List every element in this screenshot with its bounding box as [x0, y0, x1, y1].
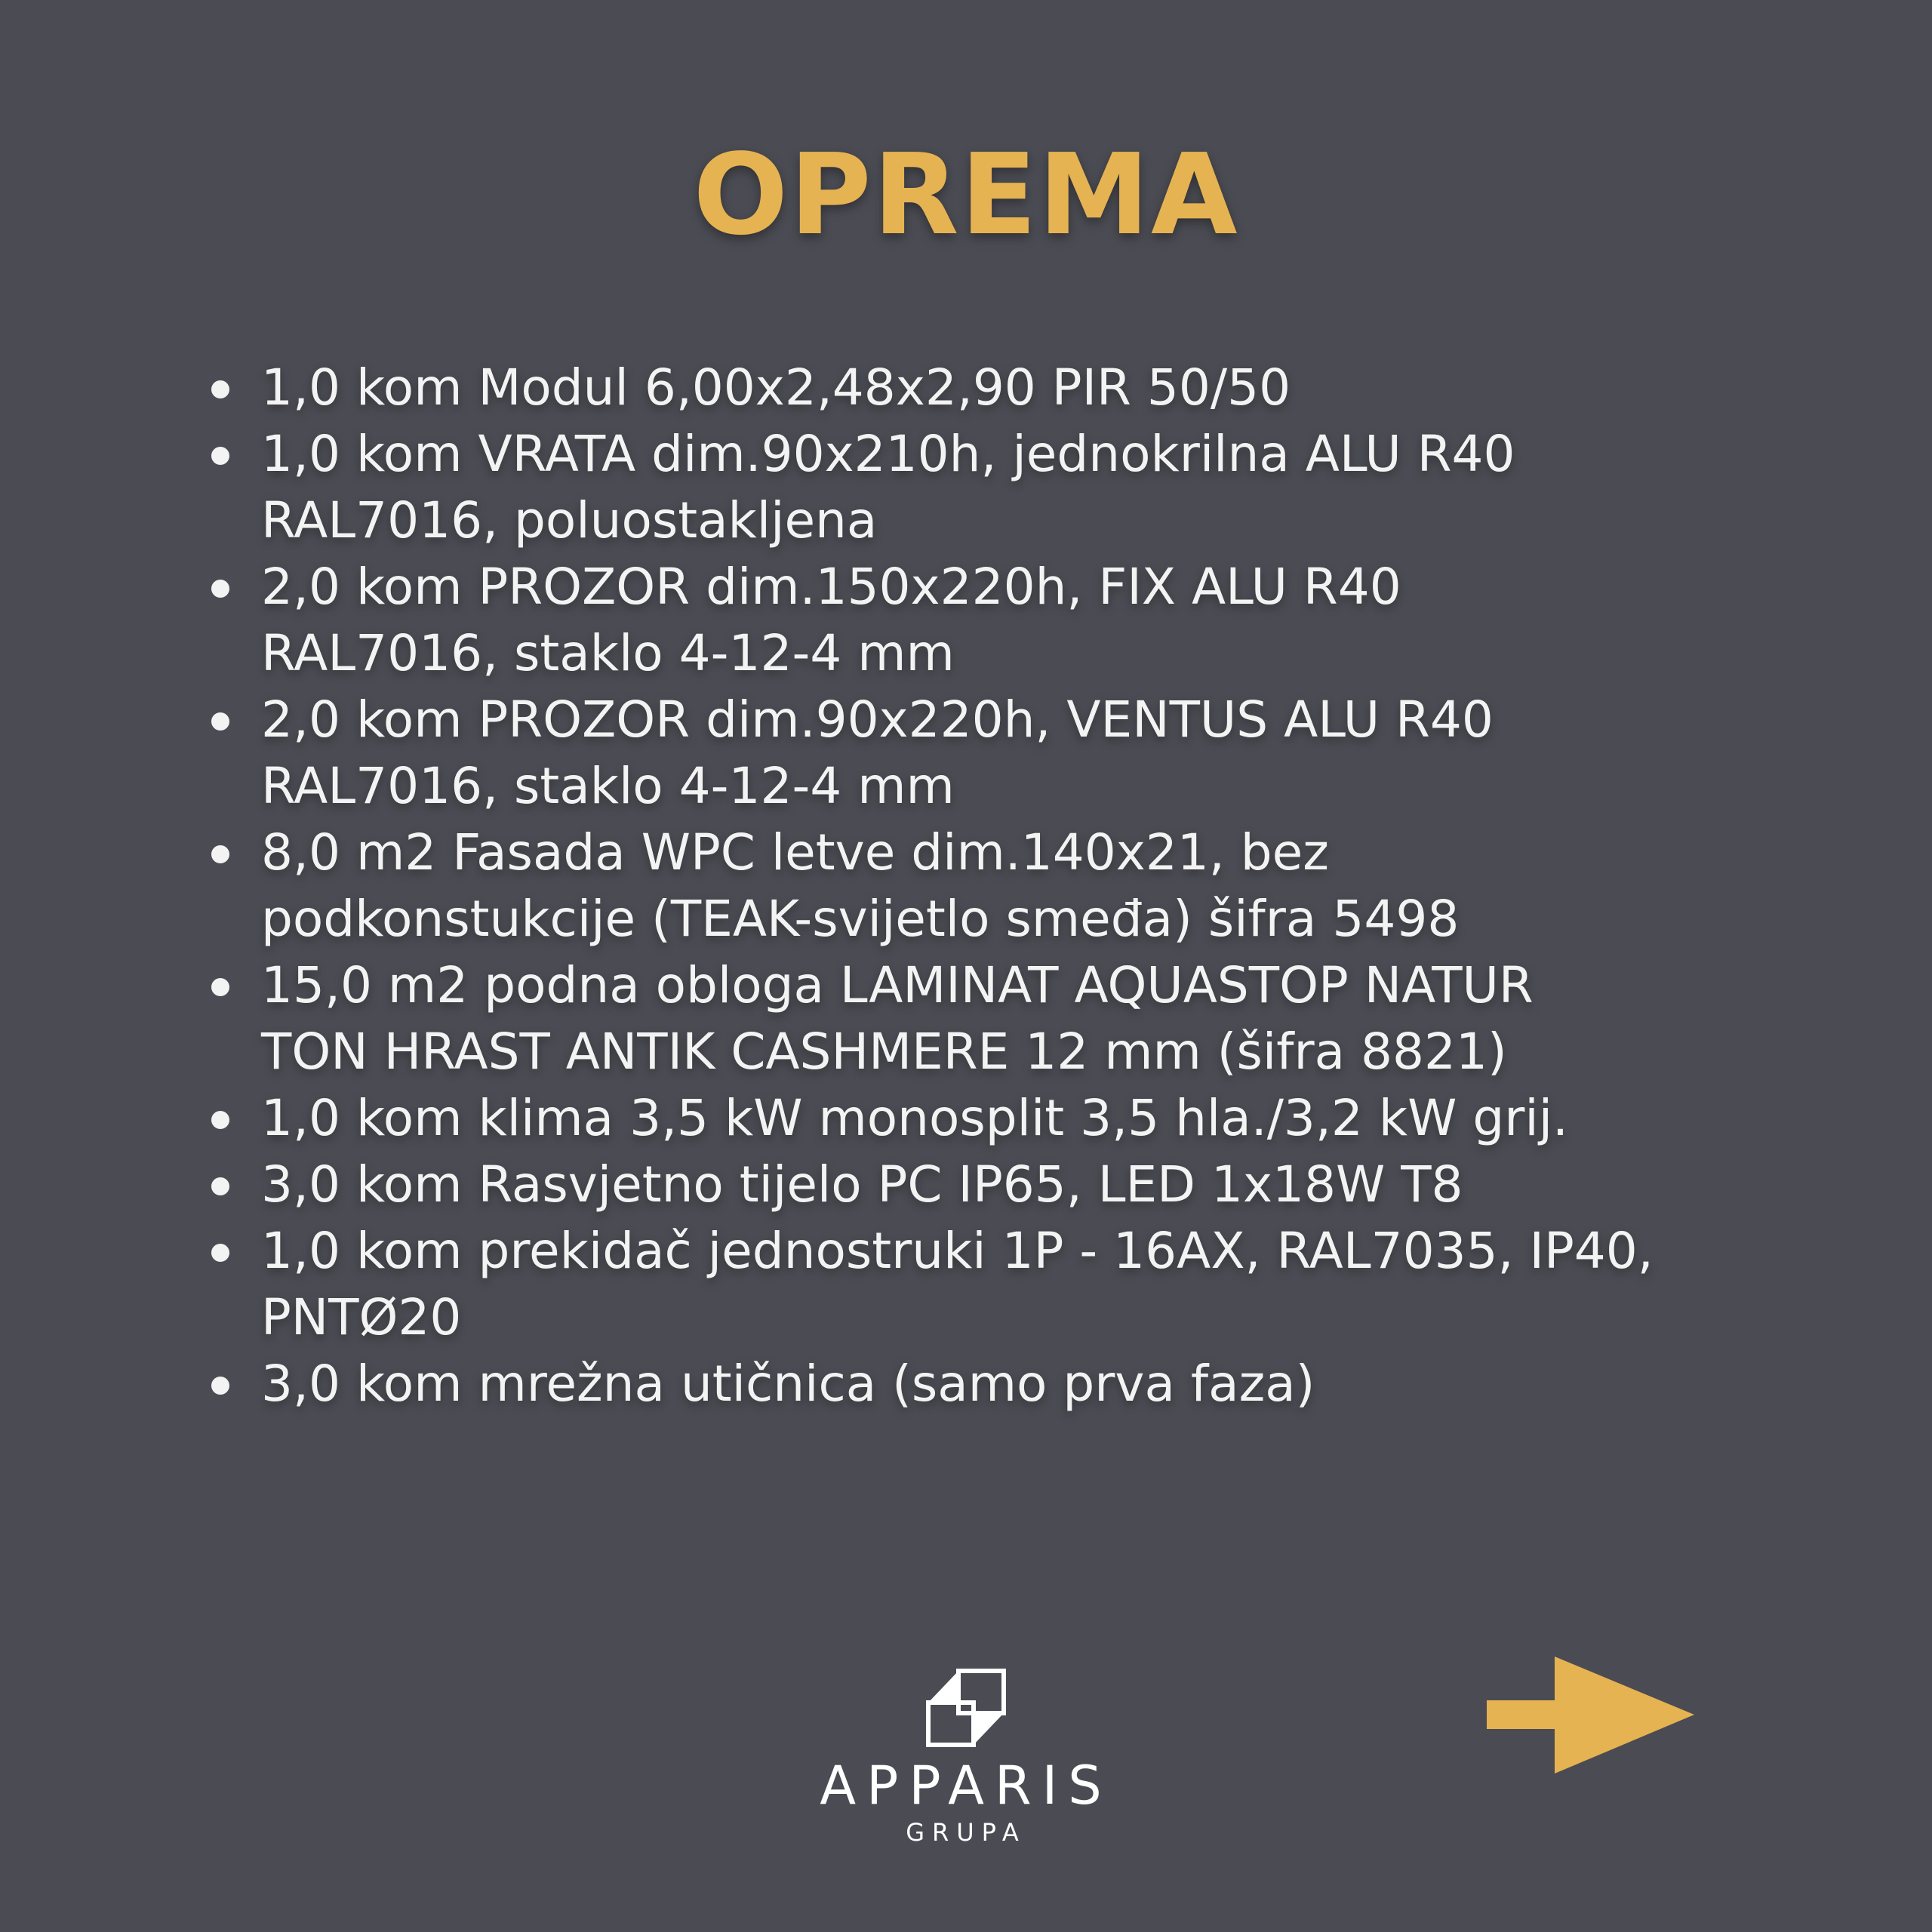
- list-item: [204, 421, 1834, 554]
- list-item-text: 1,0 kom VRATA dim.90x210h, jednokrilna ALU R40 RAL7016, poluostakljena: [261, 425, 1515, 549]
- bullet-icon: [211, 1377, 229, 1395]
- bullet-icon: [211, 978, 229, 996]
- bullet-icon: [211, 580, 229, 598]
- list-item: [204, 1152, 1834, 1218]
- logo-subtitle: GRUPA: [906, 1818, 1026, 1847]
- list-item-text: 3,0 kom mrežna utičnica (samo prva faza): [261, 1355, 1315, 1413]
- bullet-icon: [211, 712, 229, 731]
- equipment-list: [204, 355, 1834, 1417]
- list-item-text: 3,0 kom Rasvjetno tijelo PC IP65, LED 1x18W T8: [261, 1155, 1463, 1214]
- list-item-text: 8,0 m2 Fasada WPC letve dim.140x21, bez podkonstukcije (TEAK-svijetlo smeđa) šifra 5498: [261, 823, 1460, 948]
- list-item: [204, 1085, 1834, 1152]
- list-item-text: 1,0 kom prekidač jednostruki 1P - 16AX, RAL7035, IP40, PNTØ20: [261, 1222, 1654, 1346]
- list-item-text: 2,0 kom PROZOR dim.150x220h, FIX ALU R40 RAL7016, staklo 4-12-4 mm: [261, 558, 1401, 682]
- logo-wordmark: APPARIS: [820, 1755, 1112, 1817]
- list-item: [204, 952, 1834, 1085]
- overlapping-squares-logo-icon: [921, 1668, 1011, 1751]
- list-item-text: 1,0 kom Modul 6,00x2,48x2,90 PIR 50/50: [261, 358, 1291, 417]
- bullet-icon: [211, 845, 229, 863]
- bullet-icon: [211, 380, 229, 398]
- list-item: [204, 1351, 1834, 1417]
- bullet-icon: [211, 1111, 229, 1129]
- bullet-icon: [211, 1244, 229, 1262]
- list-item: [204, 1218, 1834, 1351]
- list-item-text: 15,0 m2 podna obloga LAMINAT AQUASTOP NATUR TON HRAST ANTIK CASHMERE 12 mm (šifra 8821): [261, 956, 1534, 1081]
- page-title: OPREMA: [693, 130, 1239, 260]
- list-item-text: 2,0 kom PROZOR dim.90x220h, VENTUS ALU R40 RAL7016, staklo 4-12-4 mm: [261, 691, 1494, 815]
- arrow-right-icon[interactable]: [1487, 1657, 1698, 1774]
- list-item: [204, 355, 1834, 421]
- list-item-text: 1,0 kom klima 3,5 kW monosplit 3,5 hla./3,2 kW grij.: [261, 1089, 1569, 1147]
- apparis-logo: [785, 1668, 1147, 1849]
- list-item: [204, 554, 1834, 687]
- list-item: [204, 820, 1834, 952]
- list-item: [204, 687, 1834, 820]
- bullet-icon: [211, 447, 229, 465]
- bullet-icon: [211, 1177, 229, 1195]
